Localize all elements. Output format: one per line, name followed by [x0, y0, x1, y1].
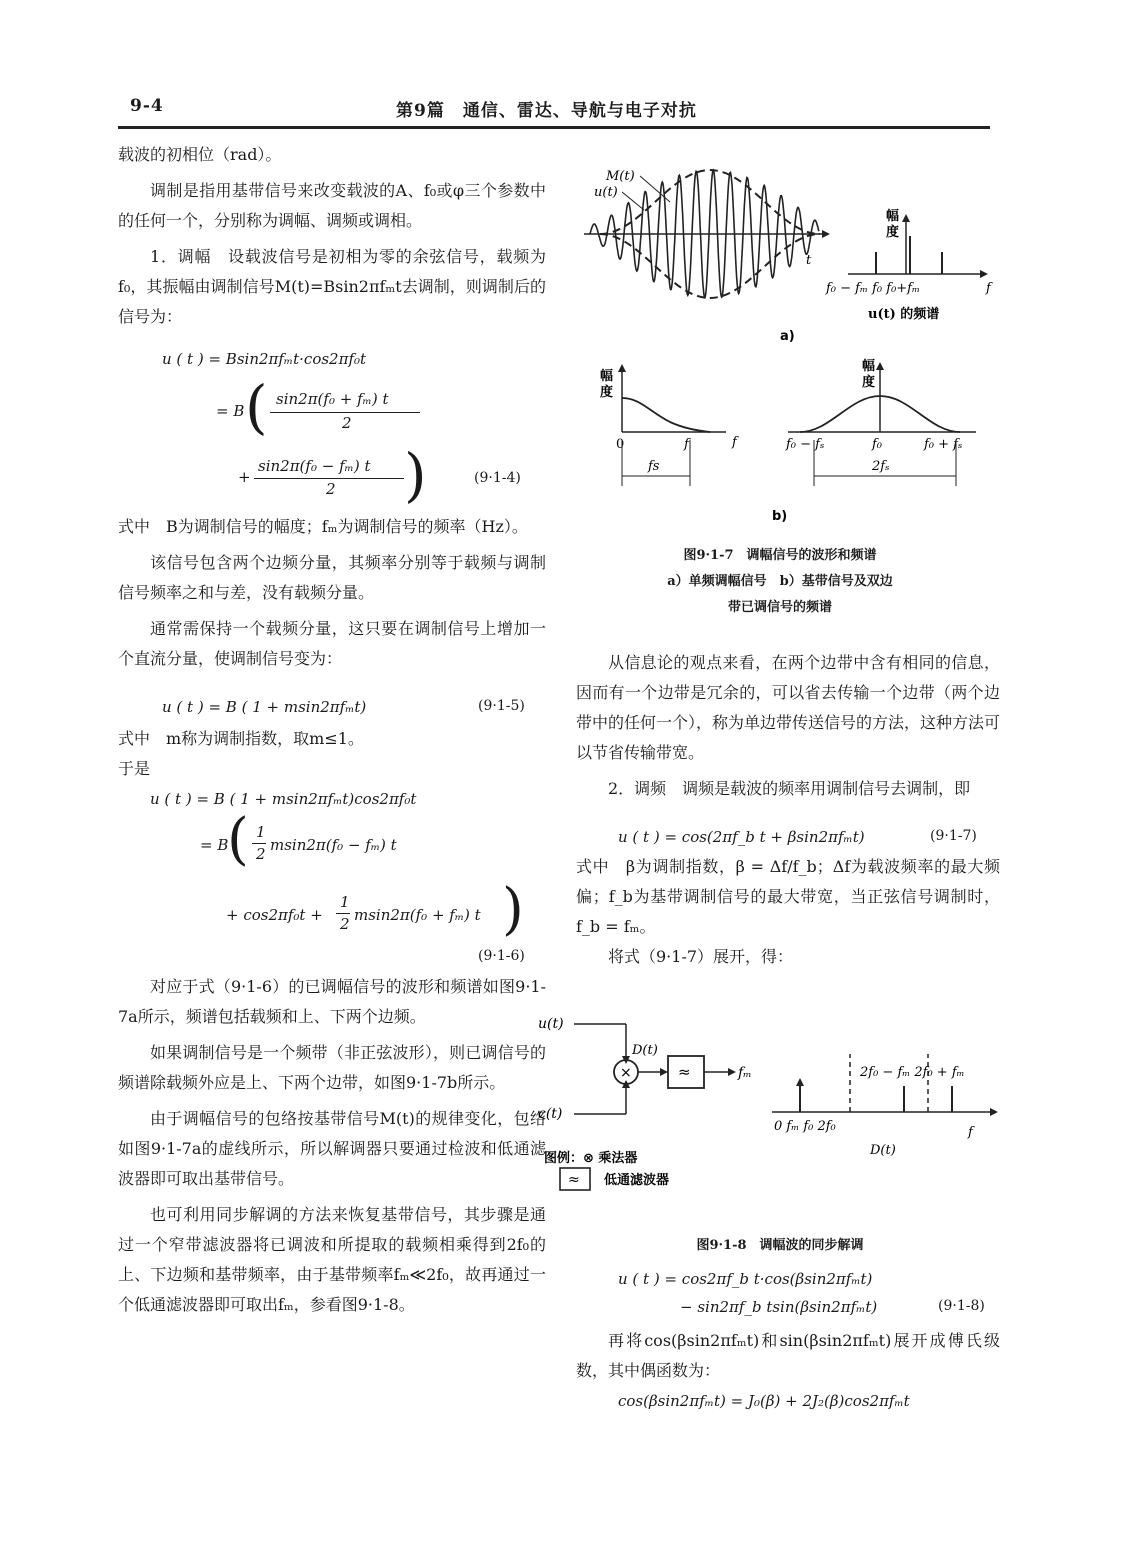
label-a: a) — [780, 329, 795, 344]
page-number: 9-4 — [130, 96, 164, 116]
equation: msin2π(f₀ − fₘ) t — [270, 836, 397, 854]
label-Mt: M(t) — [606, 169, 635, 184]
paragraph: 通常需保持一个载频分量，这只要在调制信号上增加一个直流分量，使调制信号变为： — [118, 619, 546, 668]
label-amp: 幅 — [862, 359, 876, 374]
label-output-fm: fₘ — [738, 1065, 752, 1081]
axis-arrow — [876, 362, 884, 370]
fraction-numerator: sin2π(f₀ − fₘ) t — [258, 457, 371, 475]
label-left: f₀ − fₛ — [786, 437, 825, 452]
axis-arrow — [902, 214, 910, 222]
figure-9-1-7 — [560, 150, 1000, 540]
label-zero: 0 — [616, 437, 625, 452]
paragraph: 再将cos(βsin2πfₘt)和sin(βsin2πfₘt)展开成傅氏级数，其中偶函数为： — [576, 1331, 1000, 1380]
label-f: f — [968, 1125, 973, 1140]
fraction-bar — [270, 412, 420, 413]
equation: − sin2πf_b tsin(βsin2πfₘt) — [680, 1298, 878, 1316]
equation: + — [238, 468, 251, 486]
label-b: b) — [772, 509, 788, 524]
lowpass-symbol: ≈ — [678, 1063, 691, 1081]
equation-number: (9·1-5) — [478, 698, 525, 714]
pointer — [622, 192, 644, 210]
label-top-freqs: 2f₀ − fₘ 2f₀ + fₘ — [860, 1065, 965, 1080]
equation: u ( t ) = cos(2πf_b t + βsin2πfₘt) — [618, 828, 865, 846]
figure-9-1-8 — [534, 1006, 1004, 1196]
equation: u ( t ) = B ( 1 + msin2πfₘt)cos2πf₀t — [150, 790, 417, 808]
label-ut: u(t) — [538, 1016, 564, 1032]
paren-left: ( — [227, 807, 249, 872]
left-column-top — [118, 140, 546, 332]
equation-number: (9·1-7) — [930, 828, 977, 844]
equation-number: (9·1-4) — [474, 470, 521, 486]
fraction-bar — [336, 913, 350, 914]
axis-arrow — [618, 364, 626, 372]
label-fs: f — [684, 437, 689, 452]
paragraph: 该信号包含两个边频分量，其频率分别等于载频与调制信号频率之和与差，没有载频分量。 — [118, 553, 546, 602]
axis-arrow — [980, 270, 988, 278]
fraction-denominator: 2 — [342, 414, 352, 432]
label-ct: c(t) — [538, 1106, 563, 1122]
paragraph: 式中 m称为调制指数，取m≤1。 — [118, 729, 364, 748]
equation: cos(βsin2πfₘt) = J₀(β) + 2J₂(β)cos2πfₘt — [618, 1392, 910, 1410]
label-freqs: f₀ − fₘ f₀ f₀+fₘ — [826, 281, 920, 296]
paren-left: ( — [245, 373, 268, 441]
figure-subcaption: 带已调信号的频谱 — [727, 600, 832, 615]
label-2fs: 2fₛ — [872, 459, 890, 474]
paren-right: ) — [404, 441, 427, 509]
label-ut: u(t) — [594, 185, 618, 200]
paragraph: 将式（9·1-7）展开，得： — [608, 947, 794, 966]
header-rule — [118, 126, 990, 129]
paragraph: 式中 β为调制指数，β = Δf/f_b；Δf为载波频率的最大频偏；f_b为基带调制信号的最大带宽，当正弦信号调制时，f_b = fₘ。 — [576, 857, 1000, 936]
figure-caption: 图9·1-8 调幅波的同步解调 — [696, 1238, 864, 1253]
label-Dt: D(t) — [632, 1043, 658, 1058]
equation: u ( t ) = B ( 1 + msin2πfₘt) — [162, 698, 367, 716]
paragraph: 由于调幅信号的包络按基带信号M(t)的规律变化，包络如图9·1-7a的虚线所示，所以解调器只要通过检波和低通滤波器即可取出基带信号。 — [118, 1109, 546, 1188]
left-column-where — [118, 724, 546, 784]
page-header-title: 第9篇 通信、雷达、导航与电子对抗 — [396, 101, 697, 121]
label-amp: 度 — [886, 225, 900, 240]
equation-number: (9·1-6) — [478, 948, 525, 964]
paragraph: 1．调幅 设载波信号是初相为零的余弦信号，载频为f₀，其振幅由调制信号M(t)=Bsin2πfₘt去调制，则调制后的信号为： — [118, 247, 546, 326]
label-f: f — [732, 435, 737, 450]
label-axis-freqs: 0 fₘ f₀ 2f₀ — [774, 1119, 836, 1134]
label-amp: 幅 — [600, 369, 614, 384]
fraction-bar — [254, 478, 404, 479]
figure-caption: 图9·1-7 调幅信号的波形和频谱 — [683, 548, 877, 563]
equation: msin2π(f₀ + fₘ) t — [354, 906, 481, 924]
equation: = B — [216, 402, 245, 420]
paragraph: 对应于式（9·1-6）的已调幅信号的波形和频谱如图9·1-7a所示，频谱包括载频和上、下两个边频。 — [118, 977, 546, 1026]
right-column-top — [576, 648, 1000, 804]
paragraph: 载波的初相位（rad）。 — [118, 145, 282, 164]
equation: + cos2πf₀t + — [226, 906, 323, 924]
legend-lpf-label: 低通滤波器 — [604, 1173, 670, 1188]
multiplier-symbol: × — [620, 1065, 632, 1081]
equation: u ( t ) = cos2πf_b t·cos(βsin2πfₘt) — [618, 1270, 873, 1288]
fraction-denominator: 2 — [326, 480, 336, 498]
label-fs-span: fs — [648, 459, 660, 474]
axis-arrow — [990, 1108, 998, 1116]
half-num: 1 — [256, 823, 266, 841]
legend-title: 图例：⊗ 乘法器 — [544, 1151, 638, 1166]
arrow — [660, 1068, 668, 1076]
paragraph: 从信息论的观点来看，在两个边带中含有相同的信息，因而有一个边带是冗余的，可以省去传输一个边带（两个边带中的任何一个），称为单边带传送信号的方法，这种方法可以节省传输带宽。 — [576, 653, 1001, 762]
paragraph: 调制是指用基带信号来改变载波的A、f₀或φ三个参数中的任何一个，分别称为调幅、调频或调相。 — [118, 181, 546, 230]
paragraph: 也可利用同步解调的方法来恢复基带信号，其步骤是通过一个窄带滤波器将已调波和所提取的载频相乘得到2f₀的上、下边频和基带频率，由于基带频率fₘ≪2f₀，故再通过一个低通滤波器即可取出fₘ，参看图9·1-8。 — [118, 1205, 546, 1314]
label-Dt-caption: D(t) — [870, 1143, 896, 1158]
equation-number: (9·1-8) — [938, 1298, 985, 1314]
label-spectrum: u(t) 的频谱 — [868, 307, 940, 322]
half-num: 1 — [340, 893, 350, 911]
baseband-spectrum — [622, 398, 710, 432]
label-amp: 度 — [862, 375, 876, 390]
half-den: 2 — [256, 845, 266, 863]
figure-subcaption: a）单频调幅信号 b）基带信号及双边 — [667, 574, 893, 589]
left-column-bottom — [118, 972, 546, 1320]
legend-lpf-symbol: ≈ — [568, 1172, 580, 1188]
paragraph: 如果调制信号是一个频带（非正弦波形），则已调信号的频谱除载频外应是上、下两个边带，如图9·1-7b所示。 — [118, 1043, 546, 1092]
paragraph: 式中 B为调制信号的幅度；fₘ为调制信号的频率（Hz）。 — [118, 517, 528, 536]
half-den: 2 — [340, 915, 350, 933]
label-amp: 度 — [600, 385, 614, 400]
axis-arrow — [822, 230, 830, 238]
paragraph: 于是 — [118, 759, 151, 778]
label-amp: 幅 — [886, 209, 900, 224]
label-right: f₀ + fₛ — [924, 437, 963, 452]
label-f: f — [986, 281, 991, 296]
equation: = B — [200, 836, 229, 854]
arrow — [728, 1068, 736, 1076]
fraction-numerator: sin2π(f₀ + fₘ) t — [276, 390, 389, 408]
paren-right: ) — [502, 877, 524, 942]
paragraph: 2．调频 调频是载波的频率用调制信号去调制，即 — [608, 779, 971, 798]
right-column-mid — [576, 852, 1000, 972]
right-column-bottom — [576, 1326, 1000, 1386]
equation: u ( t ) = Bsin2πfₘt·cos2πf₀t — [162, 350, 367, 368]
left-column-mid — [118, 512, 546, 674]
label-t: t — [806, 253, 812, 268]
label-mid: f₀ — [872, 437, 883, 452]
fraction-bar — [252, 843, 266, 844]
arrow — [796, 1078, 804, 1086]
